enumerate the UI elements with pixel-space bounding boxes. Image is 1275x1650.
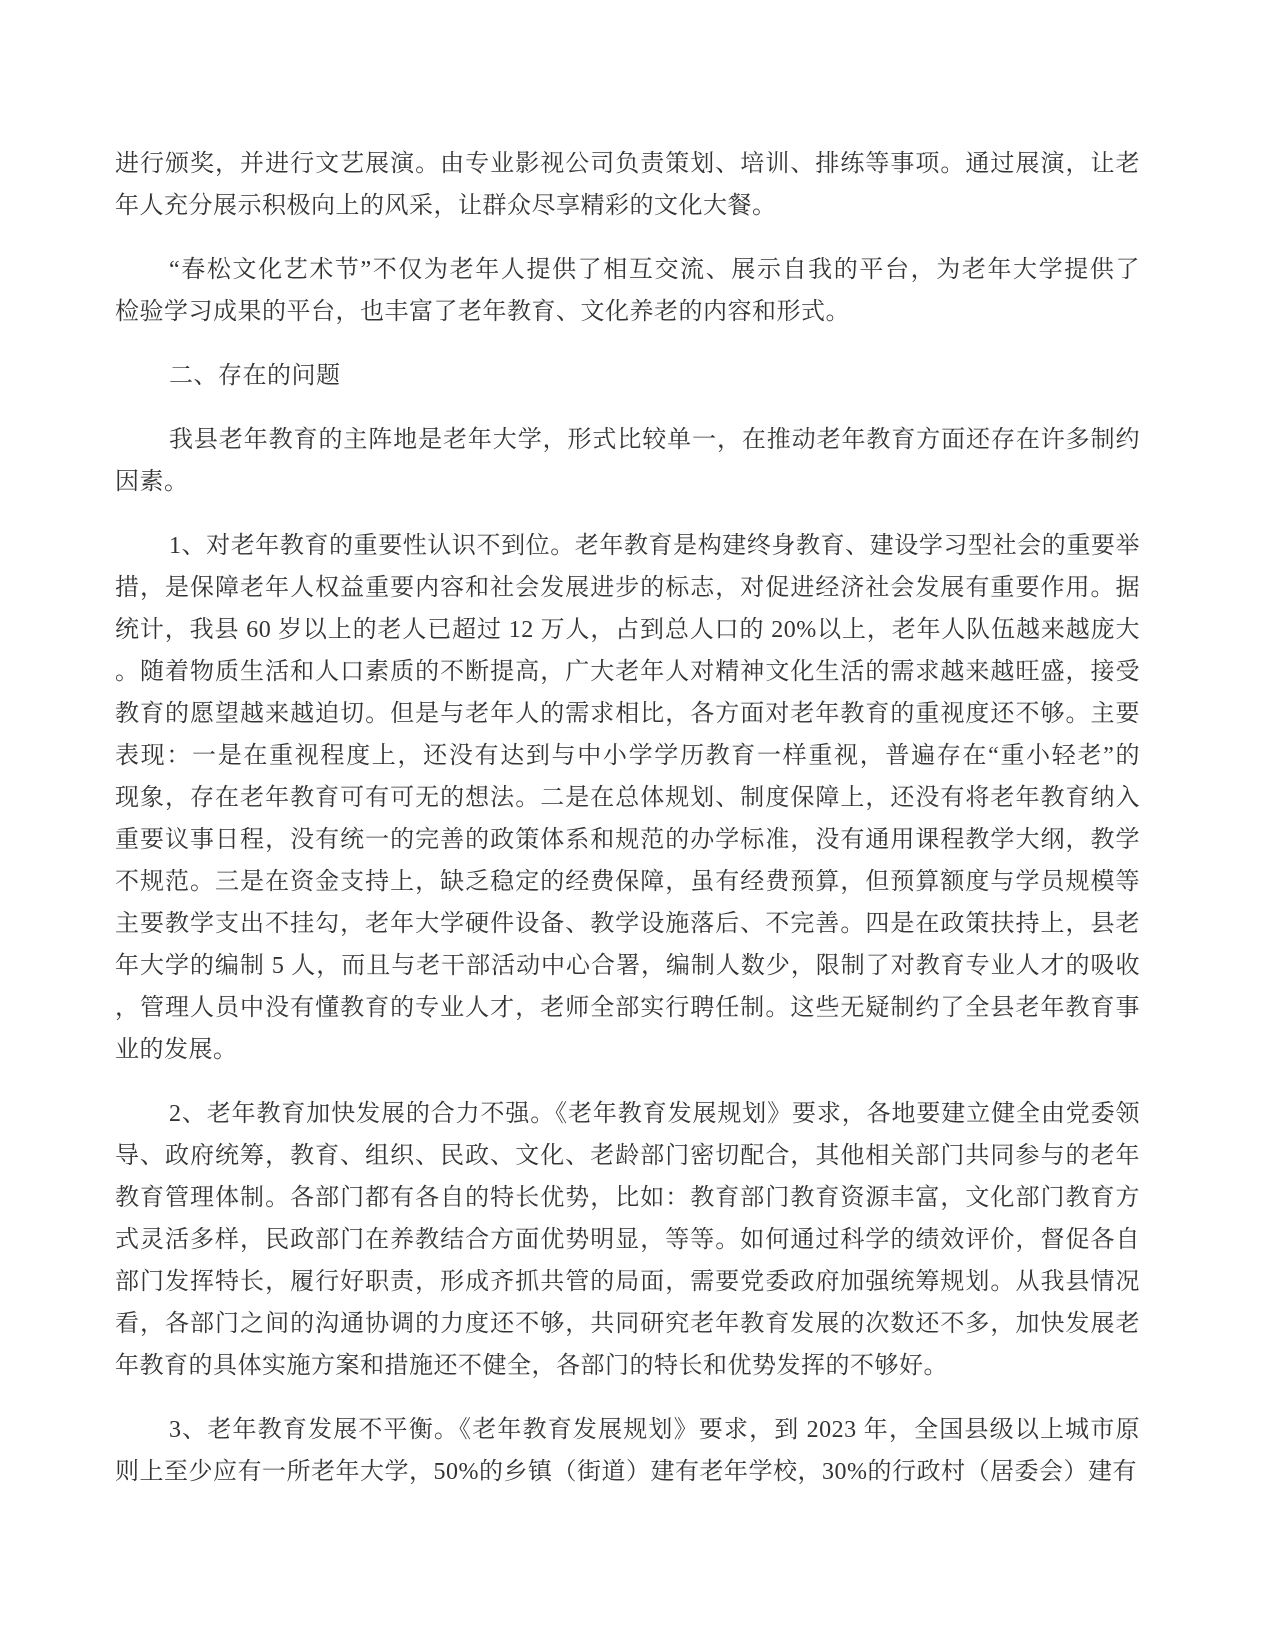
text-line: 表现：一是在重视程度上，还没有达到与中小学学历教育一样重视，普遍存在“重小轻老”的 — [115, 743, 1140, 769]
text-line: 部门发挥特长，履行好职责，形成齐抓共管的局面，需要党委政府加强统筹规划。从我县情况 — [115, 1269, 1140, 1295]
text-line: 。随着物质生活和人口素质的不断提高，广大老年人对精神文化生活的需求越来越旺盛，接受 — [115, 659, 1140, 685]
document-body — [115, 143, 1140, 1515]
text-line: 式灵活多样，民政部门在养教结合方面优势明显，等等。如何通过科学的绩效评价，督促各自 — [115, 1227, 1140, 1253]
paragraph-problem-3-imbalance — [115, 1409, 1140, 1493]
text-line: 检验学习成果的平台，也丰富了老年教育、文化养老的内容和形式。 — [115, 299, 850, 325]
text-line: 年大学的编制 5 人，而且与老干部活动中心合署，编制人数少，限制了对教育专业人才的吸收 — [115, 953, 1140, 979]
text-line: 现象，存在老年教育可有可无的想法。二是在总体规划、制度保障上，还没有将老年教育纳入 — [115, 785, 1140, 811]
text-line: 教育的愿望越来越迫切。但是与老年人的需求相比，各方面对老年教育的重视度还不够。主要 — [115, 701, 1140, 727]
text-line: 看，各部门之间的沟通协调的力度还不够，共同研究老年教育发展的次数还不多，加快发展老 — [115, 1311, 1140, 1337]
paragraph-problem-1-awareness — [115, 525, 1140, 1071]
text-line: 进行颁奖，并进行文艺展演。由专业影视公司负责策划、培训、排练等事项。通过展演，让老 — [115, 151, 1140, 177]
text-line: 重要议事日程，没有统一的完善的政策体系和规范的办学标准，没有通用课程教学大纲，教学 — [115, 827, 1140, 853]
text-line: 我县老年教育的主阵地是老年大学，形式比较单一，在推动老年教育方面还存在许多制约 — [169, 427, 1140, 453]
paragraph-problems-overview — [115, 419, 1140, 503]
text-line: 3、老年教育发展不平衡。《老年教育发展规划》要求，到 2023 年，全国县级以上城市原 — [169, 1417, 1140, 1443]
text-line: ，管理人员中没有懂教育的专业人才，老师全部实行聘任制。这些无疑制约了全县老年教育事 — [115, 995, 1140, 1021]
text-line: 则上至少应有一所老年大学，50%的乡镇（街道）建有老年学校，30%的行政村（居委会）建有 — [115, 1459, 1137, 1485]
text-line: 因素。 — [115, 469, 189, 495]
text-line: 主要教学支出不挂勾，老年大学硬件设备、教学设施落后、不完善。四是在政策扶持上，县老 — [115, 911, 1140, 937]
text-line: 二、存在的问题 — [169, 363, 341, 389]
text-line: “春松文化艺术节”不仅为老年人提供了相互交流、展示自我的平台，为老年大学提供了 — [169, 257, 1140, 283]
text-line: 年人充分展示积极向上的风采，让群众尽享精彩的文化大餐。 — [115, 193, 777, 219]
text-line: 统计，我县 60 岁以上的老人已超过 12 万人，占到总人口的 20%以上，老年人队伍越来越庞大 — [115, 617, 1140, 643]
text-line: 2、老年教育加快发展的合力不强。《老年教育发展规划》要求，各地要建立健全由党委领 — [169, 1101, 1140, 1127]
text-line: 业的发展。 — [115, 1037, 238, 1063]
paragraph-award-performance — [115, 143, 1140, 227]
paragraph-festival-platform — [115, 249, 1140, 333]
text-line: 导、政府统筹，教育、组织、民政、文化、老龄部门密切配合，其他相关部门共同参与的老年 — [115, 1143, 1140, 1169]
text-line: 1、对老年教育的重要性认识不到位。老年教育是构建终身教育、建设学习型社会的重要举 — [169, 533, 1140, 559]
text-line: 年教育的具体实施方案和措施还不健全，各部门的特长和优势发挥的不够好。 — [115, 1353, 948, 1379]
paragraph-problem-2-joint-effort — [115, 1093, 1140, 1387]
heading-section-2-problems — [115, 355, 1140, 397]
text-line: 教育管理体制。各部门都有各自的特长优势，比如：教育部门教育资源丰富，文化部门教育方 — [115, 1185, 1140, 1211]
text-line: 措，是保障老年人权益重要内容和社会发展进步的标志，对促进经济社会发展有重要作用。据 — [115, 575, 1140, 601]
text-line: 不规范。三是在资金支持上，缺乏稳定的经费保障，虽有经费预算，但预算额度与学员规模等 — [115, 869, 1140, 895]
